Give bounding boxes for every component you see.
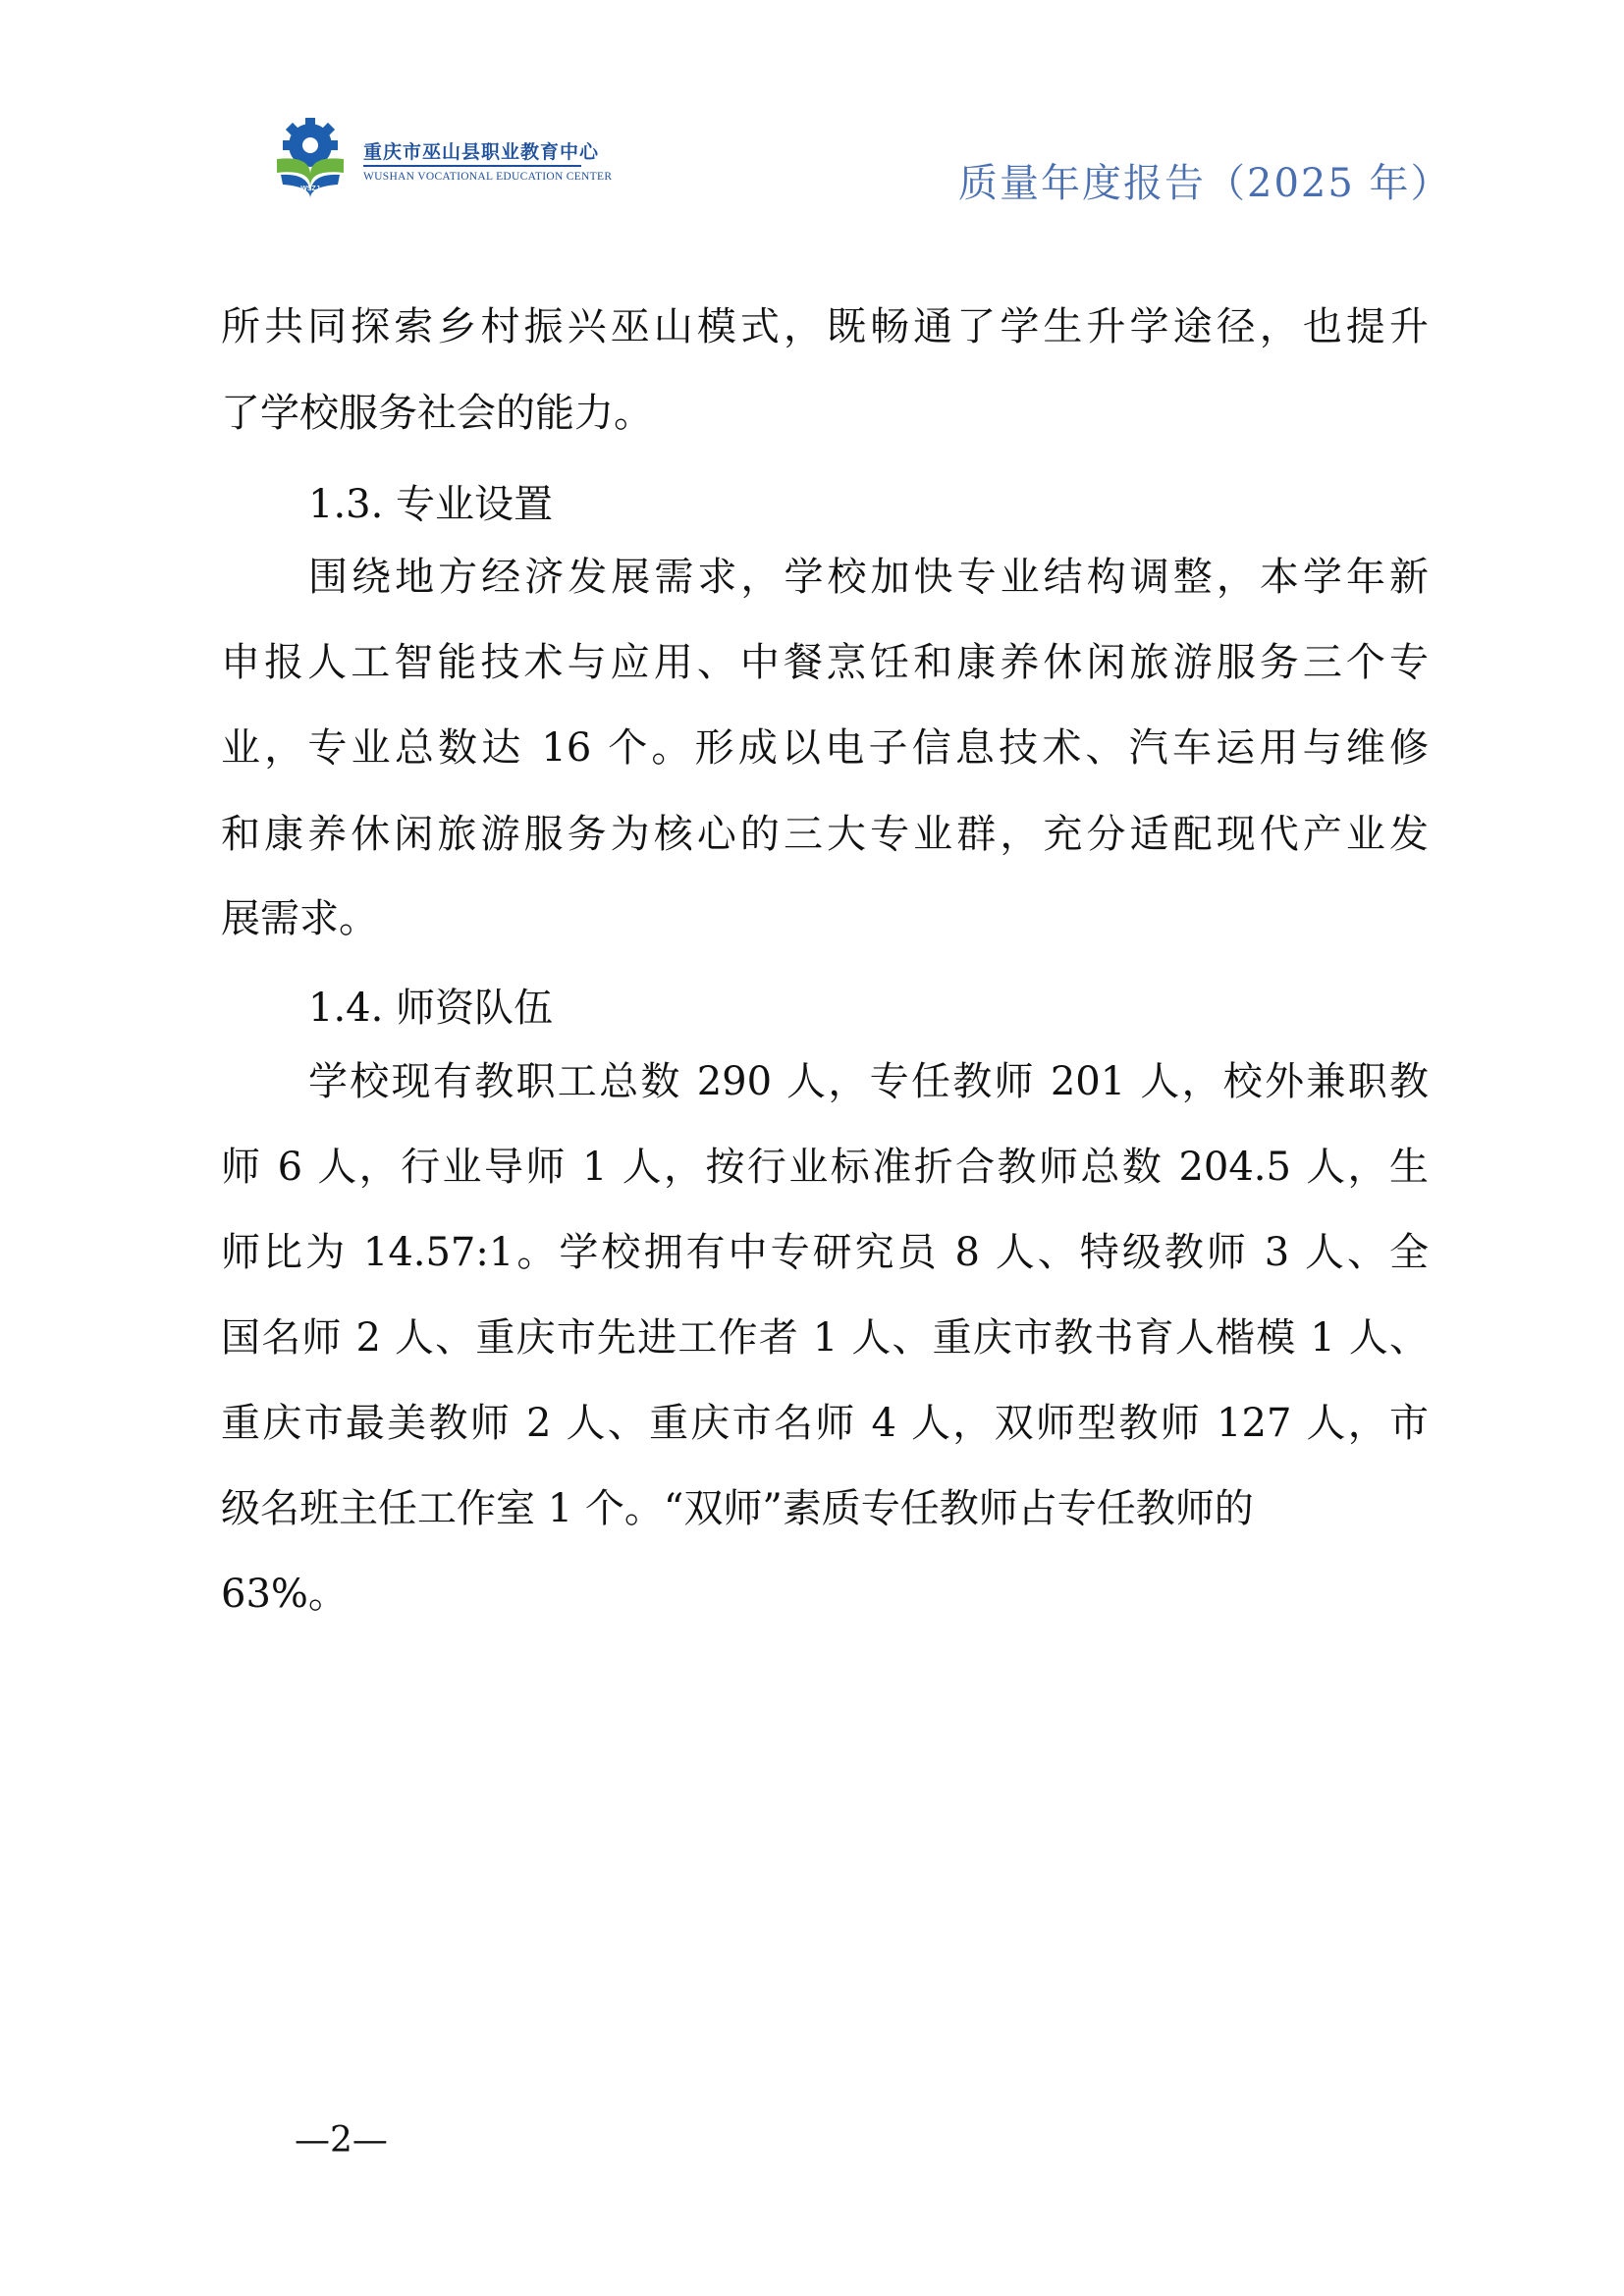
section-heading: 1.3. 专业设置 bbox=[308, 482, 554, 527]
logo-name-cn: 重庆市巫山县职业教育中心 bbox=[363, 141, 600, 163]
paragraph-line: 申报人工智能技术与应用、中餐烹饪和康养休闲旅游服务三个专 bbox=[221, 640, 1429, 685]
paragraph-line: 63%。 bbox=[221, 1572, 348, 1617]
paragraph-line: 级名班主任工作室 1 个。“双师”素质专任教师占专任教师的 bbox=[221, 1486, 1254, 1531]
paragraph-line: 师 6 人，行业导师 1 人，按行业标准折合教师总数 204.5 人，生 bbox=[221, 1145, 1429, 1190]
paragraph-line: 重庆市最美教师 2 人、重庆市名师 4 人，双师型教师 127 人，市 bbox=[221, 1401, 1429, 1446]
logo-divider bbox=[363, 165, 581, 167]
report-title: 质量年度报告（2025 年） bbox=[958, 161, 1452, 206]
page-number: —2— bbox=[295, 2120, 388, 2161]
paragraph-line: 所共同探索乡村振兴巫山模式，既畅通了学生升学途径，也提升 bbox=[221, 304, 1429, 349]
paragraph-line: 业，专业总数达 16 个。形成以电子信息技术、汽车运用与维修 bbox=[221, 725, 1429, 771]
paragraph-line: 学校现有教职工总数 290 人，专任教师 201 人，校外兼职教 bbox=[308, 1059, 1429, 1104]
logo-name-en: WUSHAN VOCATIONAL EDUCATION CENTER bbox=[363, 171, 613, 183]
paragraph-line: 师比为 14.57:1。学校拥有中专研究员 8 人、特级教师 3 人、全 bbox=[221, 1230, 1429, 1275]
paragraph-line: 围绕地方经济发展需求，学校加快专业结构调整，本学年新 bbox=[308, 555, 1429, 600]
paragraph-line: 国名师 2 人、重庆市先进工作者 1 人、重庆市教书育人楷模 1 人、 bbox=[221, 1315, 1429, 1361]
paragraph-line: 了学校服务社会的能力。 bbox=[221, 391, 653, 436]
gear-book-emblem-icon bbox=[273, 116, 357, 200]
paragraph-line: 展需求。 bbox=[221, 896, 378, 941]
section-heading: 1.4. 师资队伍 bbox=[308, 986, 554, 1031]
svg-text:WSZJ: WSZJ bbox=[300, 186, 320, 192]
school-logo bbox=[273, 116, 613, 200]
paragraph-line: 和康养休闲旅游服务为核心的三大专业群，充分适配现代产业发 bbox=[221, 812, 1429, 857]
